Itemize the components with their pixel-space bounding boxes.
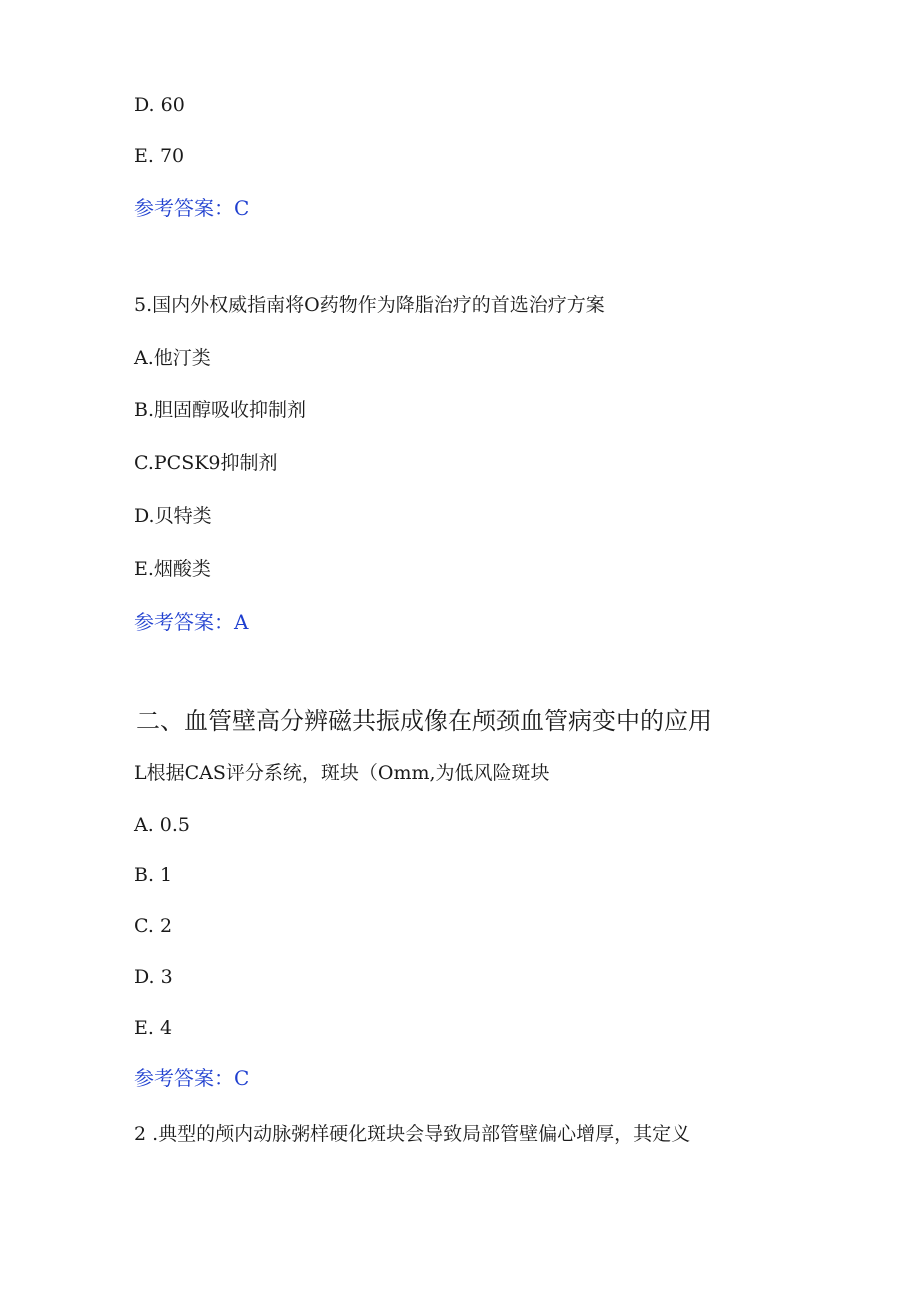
q4-option-e: E. 70 [134,145,185,167]
q5-question: 5.国内外权威指南将O药物作为降脂治疗的首选治疗方案 [134,294,605,316]
s2-q1-option-d: D. 3 [134,966,173,988]
s2-q1-option-b: B. 1 [134,864,173,886]
section-2-heading: 二、血管壁高分辨磁共振成像在颅颈血管病变中的应用 [136,707,712,735]
s2-q1-option-e: E. 4 [134,1017,173,1039]
q5-option-d: D.贝特类 [134,505,212,527]
q4-answer: 参考答案：C [134,196,250,220]
s2-q1-option-c: C. 2 [134,915,173,937]
q4-option-d: D. 60 [134,94,185,116]
s2-q2-question: 2 .典型的颅内动脉粥样硬化斑块会导致局部管壁偏心增厚，其定义 [134,1123,691,1145]
q5-option-c: C.PCSK9抑制剂 [134,452,278,474]
q5-answer: 参考答案：A [134,610,249,634]
s2-q1-answer: 参考答案：C [134,1066,250,1090]
q5-option-e: E.烟酸类 [134,558,211,580]
q5-option-b: B.胆固醇吸收抑制剂 [134,399,307,421]
s2-q1-question: L根据CAS评分系统，斑块（Omm,为低风险斑块 [134,762,550,784]
q5-option-a: A.他汀类 [134,347,211,369]
s2-q1-option-a: A. 0.5 [134,814,191,836]
